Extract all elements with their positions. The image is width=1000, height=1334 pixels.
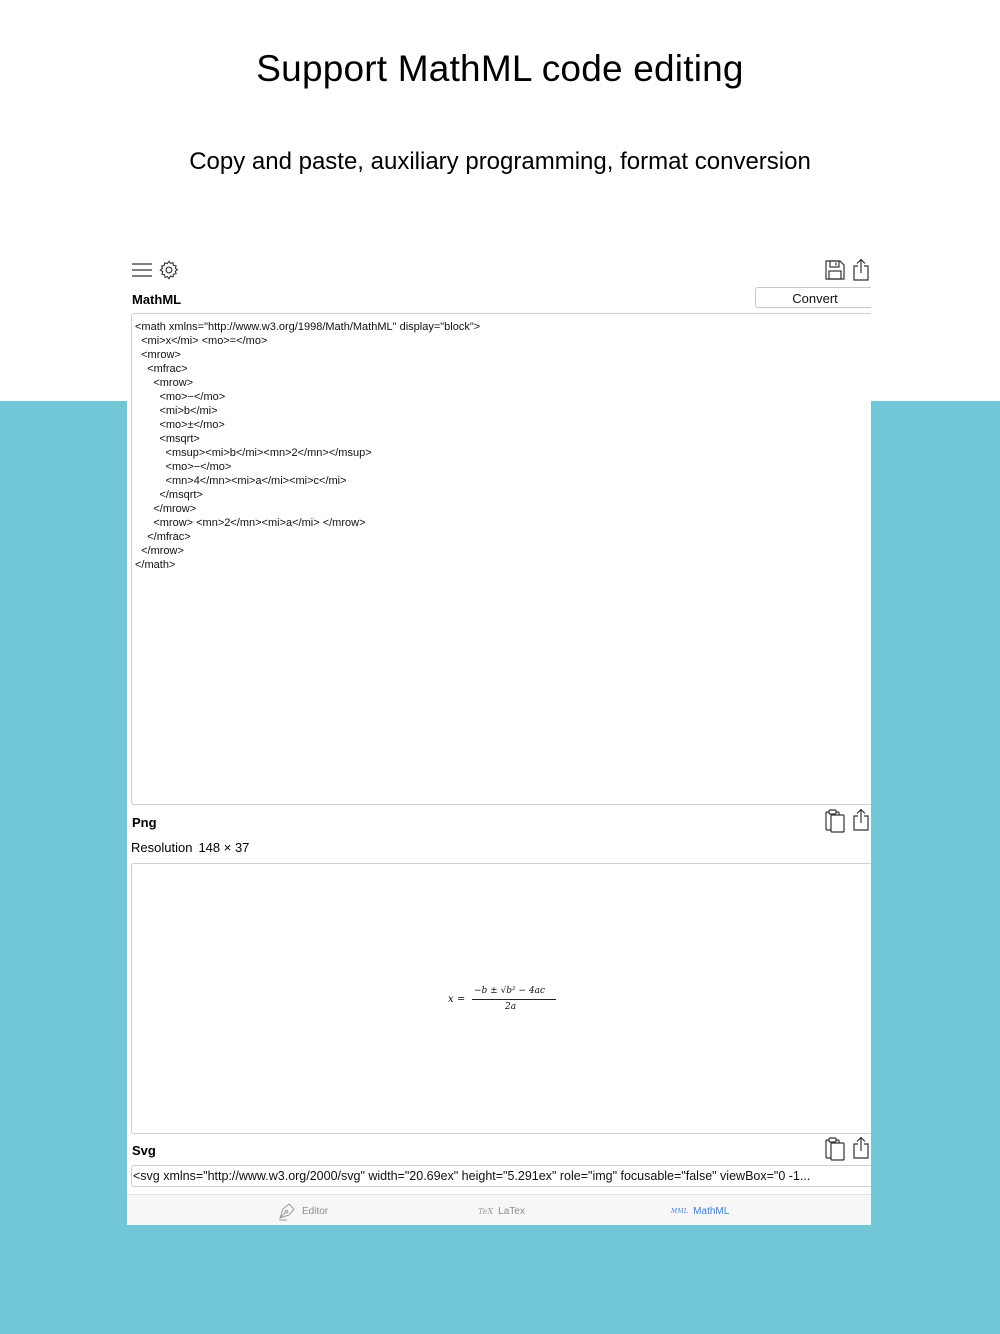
mml-icon: MML bbox=[671, 1207, 689, 1215]
clipboard-icon[interactable] bbox=[824, 809, 846, 833]
mathml-label: MathML bbox=[132, 292, 182, 307]
save-icon[interactable] bbox=[824, 259, 846, 281]
gear-icon[interactable] bbox=[158, 259, 180, 281]
svg-output-field[interactable]: <svg xmlns="http://www.w3.org/2000/svg" width="20.69ex" height="5.291ex" role="img" focusable="false" viewBox="0 -1... bbox=[131, 1165, 871, 1187]
promo-subheadline: Copy and paste, auxiliary programming, format conversion bbox=[189, 148, 811, 175]
promo-headline: Support MathML code editing bbox=[256, 48, 744, 89]
resolution-value: 148 × 37 bbox=[198, 840, 250, 855]
share-icon[interactable] bbox=[851, 258, 871, 282]
formula-denominator: 2a bbox=[505, 1002, 517, 1012]
tab-mathml-label: MathML bbox=[693, 1205, 730, 1217]
pen-nib-icon bbox=[277, 1201, 297, 1221]
png-preview bbox=[131, 863, 871, 1134]
rendered-formula bbox=[448, 983, 558, 1015]
resolution-info bbox=[131, 840, 249, 855]
tab-latex-label: LaTex bbox=[498, 1205, 525, 1217]
tab-editor[interactable] bbox=[277, 1201, 328, 1221]
tab-mathml[interactable] bbox=[671, 1201, 729, 1221]
convert-button[interactable]: Convert bbox=[755, 287, 871, 308]
svg-share-icon[interactable] bbox=[851, 1136, 871, 1160]
png-label: Png bbox=[132, 815, 157, 830]
formula-numerator: −b ± √b² − 4ac bbox=[474, 986, 546, 996]
fraction-bar bbox=[472, 999, 556, 1000]
svg-label: Svg bbox=[132, 1143, 156, 1158]
mathml-code-editor[interactable] bbox=[131, 313, 871, 805]
formula-lhs: x = bbox=[448, 994, 466, 1005]
tab-editor-label: Editor bbox=[302, 1205, 329, 1217]
menu-icon[interactable] bbox=[131, 261, 153, 279]
resolution-label: Resolution bbox=[131, 840, 193, 855]
svg-clipboard-icon[interactable] bbox=[824, 1137, 846, 1161]
tab-latex[interactable] bbox=[478, 1201, 525, 1221]
tex-icon: TeX bbox=[478, 1206, 494, 1216]
app-window bbox=[127, 250, 871, 1225]
tab-bar bbox=[127, 1194, 871, 1225]
png-share-icon[interactable] bbox=[851, 808, 871, 832]
